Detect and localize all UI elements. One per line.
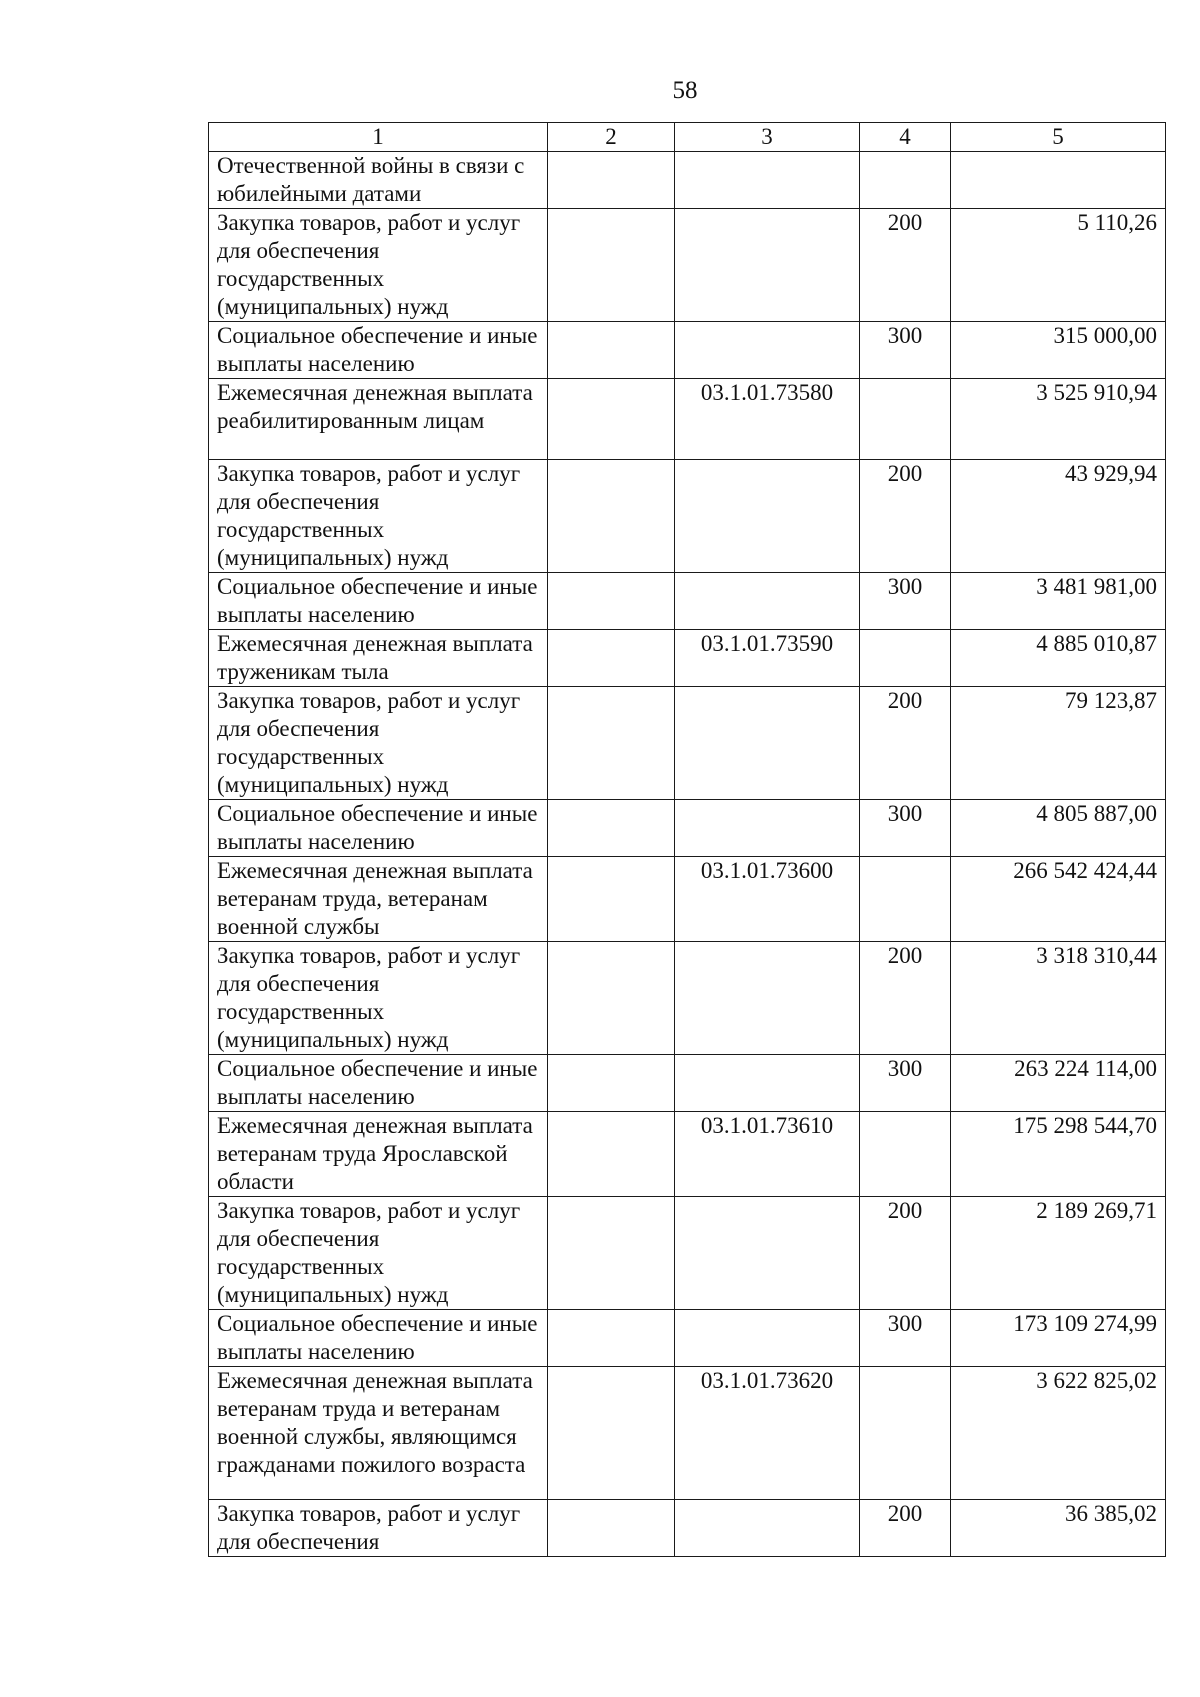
row-name-cell: Ежемесячная денежная выплата ветеранам труда Ярославской области [209, 1112, 548, 1197]
table-row [209, 687, 1166, 800]
header-cell: 2 [548, 123, 675, 152]
row-type-cell [860, 152, 951, 209]
row-amount-cell: 79 123,87 [951, 687, 1166, 800]
header-cell: 1 [209, 123, 548, 152]
row-section-cell [548, 630, 675, 687]
table-row [209, 152, 1166, 209]
table-row [209, 942, 1166, 1055]
row-section-cell [548, 460, 675, 573]
row-amount-cell: 3 318 310,44 [951, 942, 1166, 1055]
row-name-cell: Социальное обеспечение и иные выплаты населению [209, 322, 548, 379]
row-name-cell: Закупка товаров, работ и услуг для обеспечения государственных (муниципальных) нужд [209, 1197, 548, 1310]
header-cell: 3 [675, 123, 860, 152]
page-number: 58 [672, 77, 698, 104]
table-row [209, 1367, 1166, 1500]
table-row [209, 1310, 1166, 1367]
row-section-cell [548, 379, 675, 460]
row-name-cell: Закупка товаров, работ и услуг для обеспечения государственных (муниципальных) нужд [209, 942, 548, 1055]
row-name-cell: Ежемесячная денежная выплата ветеранам труда, ветеранам военной службы [209, 857, 548, 942]
row-section-cell [548, 1367, 675, 1500]
row-code-cell: 03.1.01.73600 [675, 857, 860, 942]
row-amount-cell: 263 224 114,00 [951, 1055, 1166, 1112]
row-type-cell: 300 [860, 573, 951, 630]
row-code-cell [675, 942, 860, 1055]
row-amount-cell: 3 481 981,00 [951, 573, 1166, 630]
row-name-cell: Социальное обеспечение и иные выплаты населению [209, 573, 548, 630]
row-type-cell: 200 [860, 1500, 951, 1557]
row-code-cell [675, 800, 860, 857]
row-name-cell: Закупка товаров, работ и услуг для обеспечения государственных (муниципальных) нужд [209, 460, 548, 573]
row-name-cell: Социальное обеспечение и иные выплаты населению [209, 800, 548, 857]
row-amount-cell: 4 805 887,00 [951, 800, 1166, 857]
row-section-cell [548, 322, 675, 379]
row-type-cell: 200 [860, 209, 951, 322]
row-section-cell [548, 1055, 675, 1112]
header-cell: 5 [951, 123, 1166, 152]
table-row [209, 1055, 1166, 1112]
row-type-cell: 200 [860, 942, 951, 1055]
row-amount-cell: 5 110,26 [951, 209, 1166, 322]
row-amount-cell: 266 542 424,44 [951, 857, 1166, 942]
row-section-cell [548, 1310, 675, 1367]
row-type-cell: 300 [860, 1310, 951, 1367]
row-type-cell [860, 1367, 951, 1500]
row-section-cell [548, 1112, 675, 1197]
row-type-cell: 200 [860, 460, 951, 573]
row-section-cell [548, 687, 675, 800]
row-section-cell [548, 573, 675, 630]
row-amount-cell: 2 189 269,71 [951, 1197, 1166, 1310]
row-type-cell [860, 857, 951, 942]
row-code-cell [675, 1500, 860, 1557]
row-type-cell [860, 379, 951, 460]
row-name-cell: Ежемесячная денежная выплата труженикам тыла [209, 630, 548, 687]
table-row [209, 1197, 1166, 1310]
row-type-cell: 200 [860, 1197, 951, 1310]
table-row [209, 800, 1166, 857]
row-section-cell [548, 800, 675, 857]
row-name-cell: Закупка товаров, работ и услуг для обеспечения [209, 1500, 548, 1557]
row-name-cell: Отечественной войны в связи с юбилейными датами [209, 152, 548, 209]
table-row [209, 630, 1166, 687]
table-header-row [209, 123, 1166, 152]
row-type-cell [860, 1112, 951, 1197]
row-code-cell [675, 460, 860, 573]
row-code-cell: 03.1.01.73610 [675, 1112, 860, 1197]
row-section-cell [548, 152, 675, 209]
row-code-cell [675, 687, 860, 800]
table-row [209, 573, 1166, 630]
row-section-cell [548, 942, 675, 1055]
row-amount-cell: 36 385,02 [951, 1500, 1166, 1557]
row-amount-cell: 175 298 544,70 [951, 1112, 1166, 1197]
row-code-cell [675, 152, 860, 209]
row-amount-cell: 173 109 274,99 [951, 1310, 1166, 1367]
table-body [209, 152, 1166, 1557]
row-code-cell [675, 1197, 860, 1310]
table-row [209, 379, 1166, 460]
table-row [209, 1112, 1166, 1197]
table-row [209, 209, 1166, 322]
row-amount-cell: 3 525 910,94 [951, 379, 1166, 460]
row-type-cell: 200 [860, 687, 951, 800]
row-code-cell [675, 209, 860, 322]
row-name-cell: Ежемесячная денежная выплата ветеранам труда и ветеранам военной службы, являющимся гражданами пожилого возраста [209, 1367, 548, 1500]
budget-table [208, 122, 1166, 1557]
row-section-cell [548, 1500, 675, 1557]
row-code-cell [675, 1055, 860, 1112]
row-type-cell [860, 630, 951, 687]
row-section-cell [548, 857, 675, 942]
row-code-cell: 03.1.01.73580 [675, 379, 860, 460]
table-row [209, 1500, 1166, 1557]
row-name-cell: Ежемесячная денежная выплата реабилитированным лицам [209, 379, 548, 460]
row-type-cell: 300 [860, 800, 951, 857]
row-amount-cell [951, 152, 1166, 209]
row-type-cell: 300 [860, 322, 951, 379]
row-code-cell [675, 322, 860, 379]
row-section-cell [548, 1197, 675, 1310]
row-code-cell: 03.1.01.73590 [675, 630, 860, 687]
table-row [209, 857, 1166, 942]
table-row [209, 460, 1166, 573]
row-name-cell: Социальное обеспечение и иные выплаты населению [209, 1310, 548, 1367]
row-name-cell: Закупка товаров, работ и услуг для обеспечения государственных (муниципальных) нужд [209, 209, 548, 322]
row-name-cell: Закупка товаров, работ и услуг для обеспечения государственных (муниципальных) нужд [209, 687, 548, 800]
row-code-cell [675, 573, 860, 630]
row-name-cell: Социальное обеспечение и иные выплаты населению [209, 1055, 548, 1112]
row-code-cell: 03.1.01.73620 [675, 1367, 860, 1500]
row-section-cell [548, 209, 675, 322]
table-row [209, 322, 1166, 379]
row-amount-cell: 315 000,00 [951, 322, 1166, 379]
row-amount-cell: 4 885 010,87 [951, 630, 1166, 687]
row-code-cell [675, 1310, 860, 1367]
header-cell: 4 [860, 123, 951, 152]
row-type-cell: 300 [860, 1055, 951, 1112]
row-amount-cell: 43 929,94 [951, 460, 1166, 573]
row-amount-cell: 3 622 825,02 [951, 1367, 1166, 1500]
